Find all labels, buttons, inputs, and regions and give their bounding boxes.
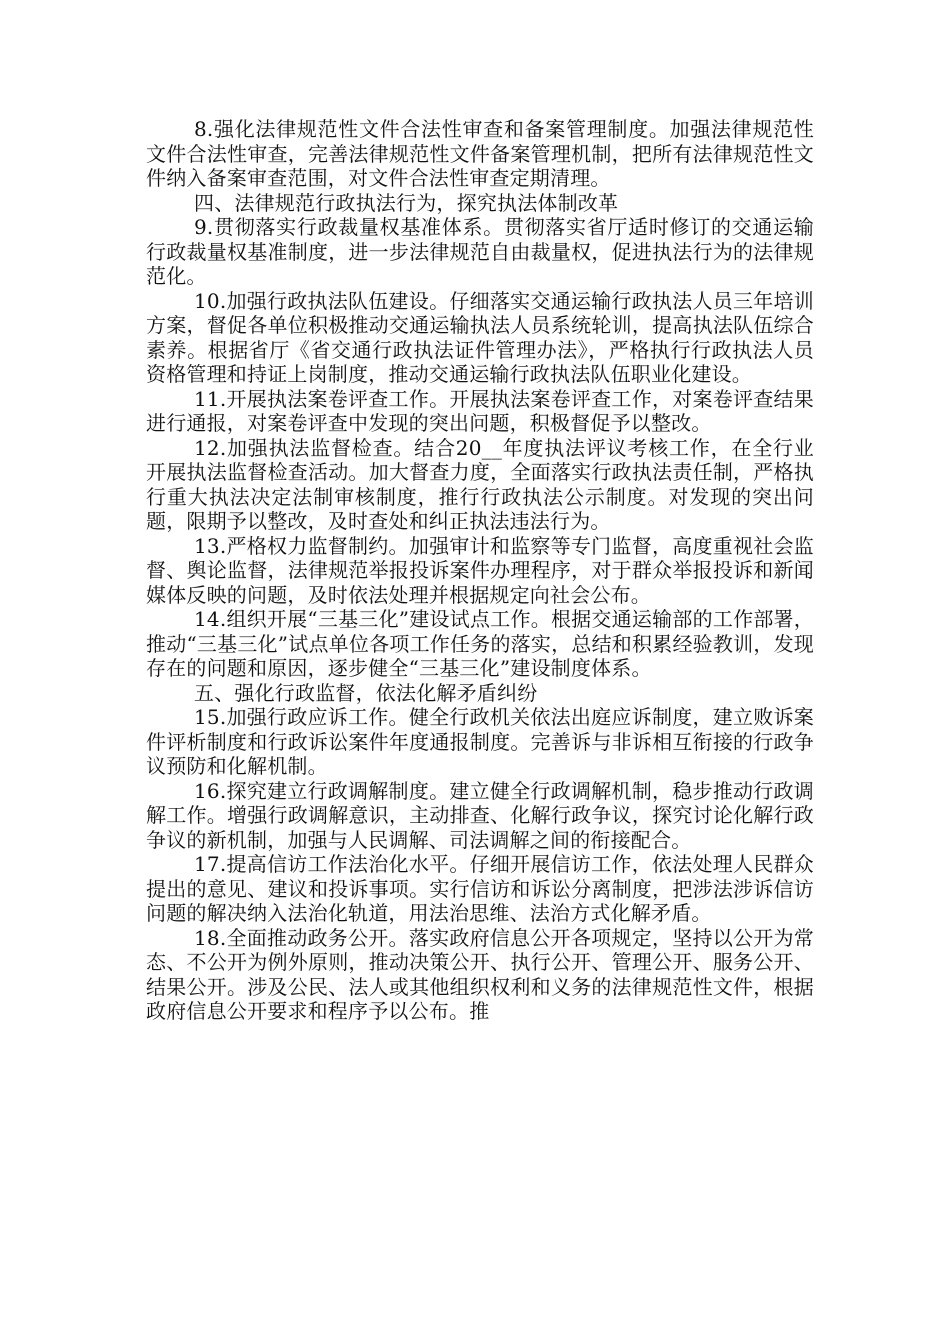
section-heading-5: 五、强化行政监督，依法化解矛盾纠纷 xyxy=(194,680,538,705)
paragraph-11: 11.开展执法案卷评查工作。开展执法案卷评查工作，对案卷评查结果进行通报，对案卷评查中发现的突出问题，积极督促予以整改。 xyxy=(146,386,814,435)
document-body xyxy=(146,117,814,1024)
paragraph-16: 16.探究建立行政调解制度。建立健全行政调解机制，稳步推动行政调解工作。增强行政调解意识，主动排查、化解行政争议，探究讨论化解行政争议的新机制，加强与人民调解、司法调解之间的衔接配合。 xyxy=(146,778,814,852)
paragraph-10: 10.加强行政执法队伍建设。仔细落实交通运输行政执法人员三年培训方案，督促各单位积极推动交通运输执法人员系统轮训，提高执法队伍综合素养。根据省厅《省交通行政执法证件管理办法》，严格执行行政执法人员资格管理和持证上岗制度，推动交通运输行政执法队伍职业化建设。 xyxy=(146,288,814,386)
section-heading-4: 四、法律规范行政执法行为，探究执法体制改革 xyxy=(194,190,619,215)
paragraph-18: 18.全面推动政务公开。落实政府信息公开各项规定，坚持以公开为常态、不公开为例外原则，推动决策公开、执行公开、管理公开、服务公开、结果公开。涉及公民、法人或其他组织权利和义务的法律规范性文件，根据政府信息公开要求和程序予以公布。推 xyxy=(146,925,814,1023)
paragraph-17: 17.提高信访工作法治化水平。仔细开展信访工作，依法处理人民群众提出的意见、建议和投诉事项。实行信访和诉讼分离制度，把涉法涉诉信访问题的解决纳入法治化轨道，用法治思维、法治方式化解矛盾。 xyxy=(146,852,814,925)
paragraph-14: 14.组织开展“三基三化”建设试点工作。根据交通运输部的工作部署，推动“三基三化”试点单位各项工作任务的落实，总结和积累经验教训，发现存在的问题和原因，逐步健全“三基三化”建设制度体系。 xyxy=(146,607,814,680)
paragraph-12: 12.加强执法监督检查。结合20__年度执法评议考核工作，在全行业开展执法监督检查活动。加大督查力度，全面落实行政执法责任制，严格执行重大执法决定法制审核制度，推行行政执法公示制度。对发现的突出问题，限期予以整改，及时查处和纠正执法违法行为。 xyxy=(146,435,814,533)
paragraph-13: 13.严格权力监督制约。加强审计和监察等专门监督，高度重视社会监督、舆论监督，法律规范举报投诉案件办理程序，对于群众举报投诉和新闻媒体反映的问题，及时依法处理并根据规定向社会公布。 xyxy=(146,533,814,607)
paragraph-8: 8.强化法律规范性文件合法性审查和备案管理制度。加强法律规范性文件合法性审查，完善法律规范性文件备案管理机制，把所有法律规范性文件纳入备案审查范围，对文件合法性审查定期清理。 xyxy=(146,117,814,190)
paragraph-9: 9.贯彻落实行政裁量权基准体系。贯彻落实省厅适时修订的交通运输行政裁量权基准制度，进一步法律规范自由裁量权，促进执法行为的法律规范化。 xyxy=(146,215,814,288)
paragraph-15: 15.加强行政应诉工作。健全行政机关依法出庭应诉制度，建立败诉案件评析制度和行政诉讼案件年度通报制度。完善诉与非诉相互衔接的行政争议预防和化解机制。 xyxy=(146,705,814,778)
